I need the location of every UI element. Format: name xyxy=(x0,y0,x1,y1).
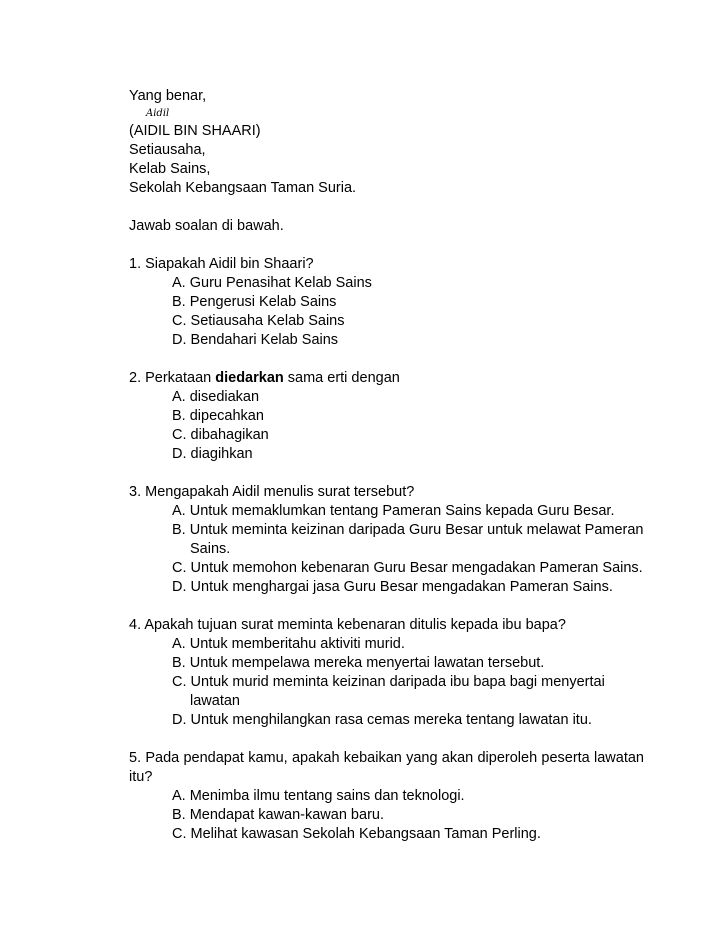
option-b: B. Pengerusi Kelab Sains xyxy=(172,294,337,310)
option-c: C. Setiausaha Kelab Sains xyxy=(172,313,345,329)
option-b: B. Mendapat kawan-kawan baru. xyxy=(172,807,384,823)
option-c: C. dibahagikan xyxy=(172,427,269,443)
document-page xyxy=(129,87,644,844)
question-text-before: 2. Perkataan xyxy=(129,370,216,386)
question-text: 1. Siapakah Aidil bin Shaari? xyxy=(129,256,314,272)
sender-name: (AIDIL BIN SHAARI) xyxy=(129,123,261,139)
option-a: A. Menimba ilmu tentang sains dan teknologi. xyxy=(172,788,465,804)
option-c-continued-wrap xyxy=(129,692,644,711)
question-text: 5. Pada pendapat kamu, apakah kebaikan yang akan diperoleh peserta lawatan itu? xyxy=(129,750,644,785)
option-d: D. Untuk menghilangkan rasa cemas mereka tentang lawatan itu. xyxy=(172,712,592,728)
question-text: 4. Apakah tujuan surat meminta kebenaran ditulis kepada ibu bapa? xyxy=(129,617,566,633)
question-4 xyxy=(129,616,644,730)
option-d: D. diagihkan xyxy=(172,446,253,462)
question-2 xyxy=(129,369,644,464)
option-b: B. Untuk mempelawa mereka menyertai lawatan tersebut. xyxy=(172,655,545,671)
option-d: D. Bendahari Kelab Sains xyxy=(172,332,339,348)
option-b-continued: Sains. xyxy=(190,541,231,557)
closing-salutation: Yang benar, xyxy=(129,88,207,104)
option-a: A. Untuk memaklumkan tentang Pameran Sains kepada Guru Besar. xyxy=(172,503,615,519)
option-c: C. Untuk murid meminta keizinan daripada ibu bapa bagi menyertai xyxy=(172,674,605,690)
question-5 xyxy=(129,749,644,844)
option-d: D. Untuk menghargai jasa Guru Besar mengadakan Pameran Sains. xyxy=(172,579,613,595)
option-a: A. Guru Penasihat Kelab Sains xyxy=(172,275,372,291)
sender-school: Sekolah Kebangsaan Taman Suria. xyxy=(129,180,357,196)
option-a: A. disediakan xyxy=(172,389,260,405)
question-text: 3. Mengapakah Aidil menulis surat tersebut? xyxy=(129,484,415,500)
question-text xyxy=(129,369,644,388)
option-b-continued-wrap xyxy=(129,540,644,559)
option-c: C. Melihat kawasan Sekolah Kebangsaan Taman Perling. xyxy=(172,826,541,842)
sender-position: Setiausaha, xyxy=(129,142,206,158)
option-b: B. Untuk meminta keizinan daripada Guru Besar untuk melawat Pameran xyxy=(172,522,644,538)
question-1 xyxy=(129,255,644,350)
option-a: A. Untuk memberitahu aktiviti murid. xyxy=(172,636,405,652)
question-3 xyxy=(129,483,644,597)
bold-word: diedarkan xyxy=(215,370,284,386)
option-c: C. Untuk memohon kebenaran Guru Besar mengadakan Pameran Sains. xyxy=(172,560,643,576)
option-b: B. dipecahkan xyxy=(172,408,264,424)
signature: Aidil xyxy=(146,108,170,119)
instruction: Jawab soalan di bawah. xyxy=(129,218,284,234)
sender-club: Kelab Sains, xyxy=(129,161,211,177)
question-text-after: sama erti dengan xyxy=(283,370,400,386)
option-c-continued: lawatan xyxy=(190,693,240,709)
